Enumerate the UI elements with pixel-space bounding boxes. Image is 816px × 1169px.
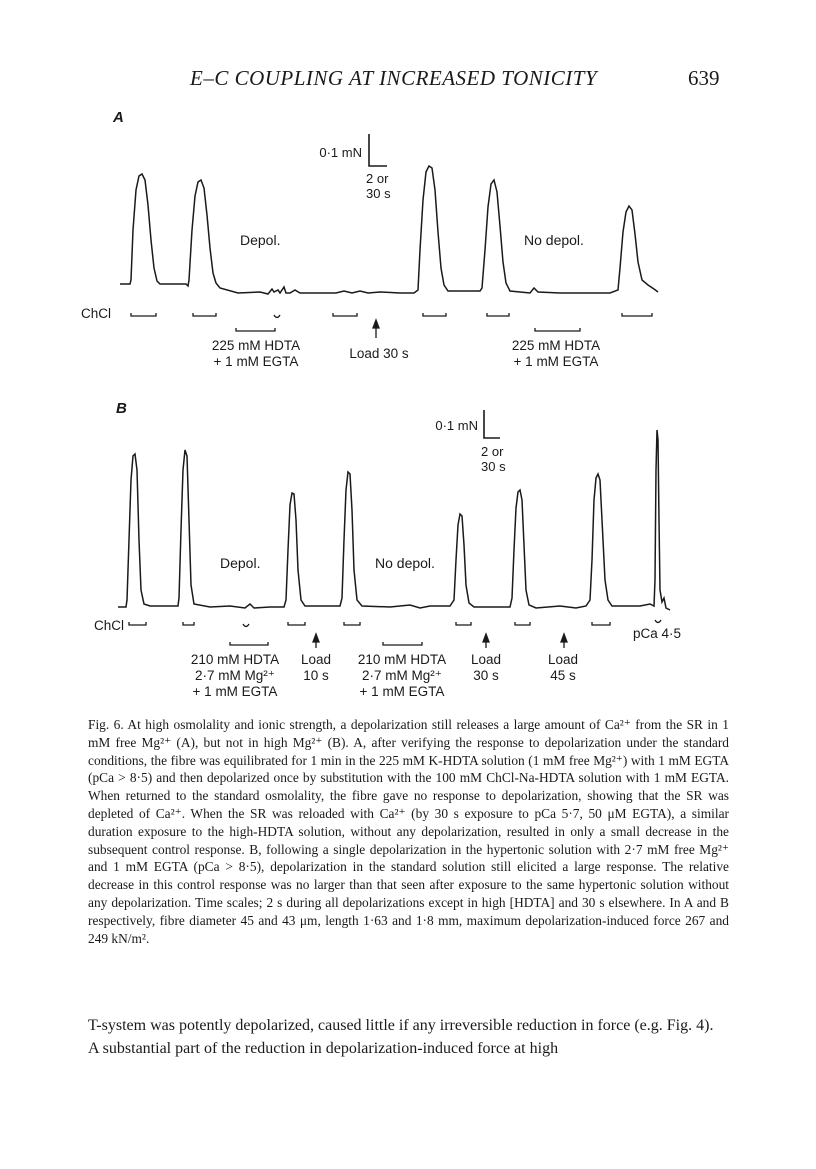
panel-b-hdta-1-line-3: + 1 mM EGTA — [192, 684, 278, 699]
panel-a-hdta-left-1: 225 mM HDTA — [211, 338, 301, 353]
body-paragraph: A substantial part of the reduction in depolarization-induced force at high — [88, 1040, 559, 1057]
panel-b-hdta-2-line-3: + 1 mM EGTA — [359, 684, 445, 699]
panel-b-hdta-2-line-1: 210 mM HDTA — [357, 652, 447, 667]
panel-a-hdta-right-2: + 1 mM EGTA — [513, 354, 599, 369]
panel-b-load-3-line-1: Load — [547, 652, 579, 667]
panel-b-depol-label: Depol. — [220, 555, 261, 571]
figure-caption: Fig. 6. At high osmolality and ionic strength, a depolarization still releases a large amount of Ca²⁺ from the SR in 1 mM free Mg²⁺ (A), but not in high Mg²⁺ (B). A, after verifying the response to depolarization under the standard conditions, the fibre was equilibrated for 1 min in the 225 mM K-HDTA solution (1 mM free Mg²⁺) with 1 mM EGTA (pCa > 8·5) and then depolarized once by substitution with the 100 mM ChCl-Na-HDTA solution with 1 mM EGTA. When returned to the standard osmolality, the fibre gave no response to depolarization, showing that the SR was depleted of Ca²⁺. When the SR was reloaded with Ca²⁺ (by 30 s exposure to pCa 5·7, 50 μM EGTA), a similar duration exposure to the high-HDTA solution, without any depolarization, resulted in only a small decrease in the subsequent control response. B, following a single depolarization in the hypertonic solution with 2·7 mM free Mg²⁺ and 1 mM EGTA (pCa > 8·5), depolarization in the standard solution still elicited a large response. The relative decrease in this control response was no larger than that seen after exposure to the same hypertonic solution without any depolarization. Time scales; 2 s during all depolarizations except in high [HDTA] and 30 s elsewhere. In A and B respectively, fibre diameter 45 and 43 μm, length 1·63 and 1·8 mm, maximum depolarization-induced force 267 and 249 kN/m². — [88, 717, 729, 946]
panel-b-scale-time-2: 30 s — [481, 459, 506, 474]
panel-a-load-label: Load 30 s — [349, 346, 409, 361]
panel-a-depol-label: Depol. — [240, 232, 281, 248]
page-number: 639 — [688, 66, 720, 90]
panel-b-force-trace — [118, 430, 670, 610]
panel-a-scale-time-2: 30 s — [366, 186, 391, 201]
panel-b-load-arrows — [313, 634, 567, 648]
panel-b-load-1-line-1: Load — [300, 652, 332, 667]
panel-b-scale-time-1: 2 or — [481, 444, 504, 459]
panel-b-hdta-1-line-1: 210 mM HDTA — [190, 652, 280, 667]
panel-b-event-bars — [129, 620, 661, 645]
running-title: E–C COUPLING AT INCREASED TONICITY — [190, 66, 598, 90]
panel-a-event-bars — [131, 313, 652, 331]
panel-b-pca-label: pCa 4·5 — [633, 626, 682, 641]
body-paragraph: T-system was potently depolarized, caused little if any irreversible reduction in force (e.g. Fig. 4). — [88, 1017, 714, 1034]
panel-b-hdta-1-line-2: 2·7 mM Mg²⁺ — [195, 668, 275, 683]
panel-b-load-1-line-2: 10 s — [303, 668, 329, 683]
panel-a-hdta-right-1: 225 mM HDTA — [511, 338, 601, 353]
panel-a-chcl-label: ChCl — [81, 306, 112, 321]
panel-a-hdta-left-2: + 1 mM EGTA — [213, 354, 299, 369]
panel-b-load-2-line-2: 30 s — [473, 668, 499, 683]
panel-b-hdta-2-line-2: 2·7 mM Mg²⁺ — [362, 668, 442, 683]
panel-a-scale-force: 0·1 mN — [319, 145, 362, 160]
panel-b-load-2-line-1: Load — [470, 652, 502, 667]
panel-a-scale-time-1: 2 or — [366, 171, 389, 186]
panel-b-scale-force: 0·1 mN — [435, 418, 478, 433]
panel-a-label: A — [113, 109, 124, 126]
panel-a-scale-bar — [319, 134, 391, 201]
panel-a-load-arrow — [373, 320, 379, 338]
panel-b-chcl-label: ChCl — [94, 618, 125, 633]
panel-b-no-depol-label: No depol. — [375, 555, 435, 571]
panel-b-label: B — [116, 400, 127, 417]
body-text — [88, 1014, 729, 1060]
panel-a-no-depol-label: No depol. — [524, 232, 584, 248]
panel-b-load-3-line-2: 45 s — [550, 668, 576, 683]
panel-b-scale-bar — [435, 410, 506, 474]
